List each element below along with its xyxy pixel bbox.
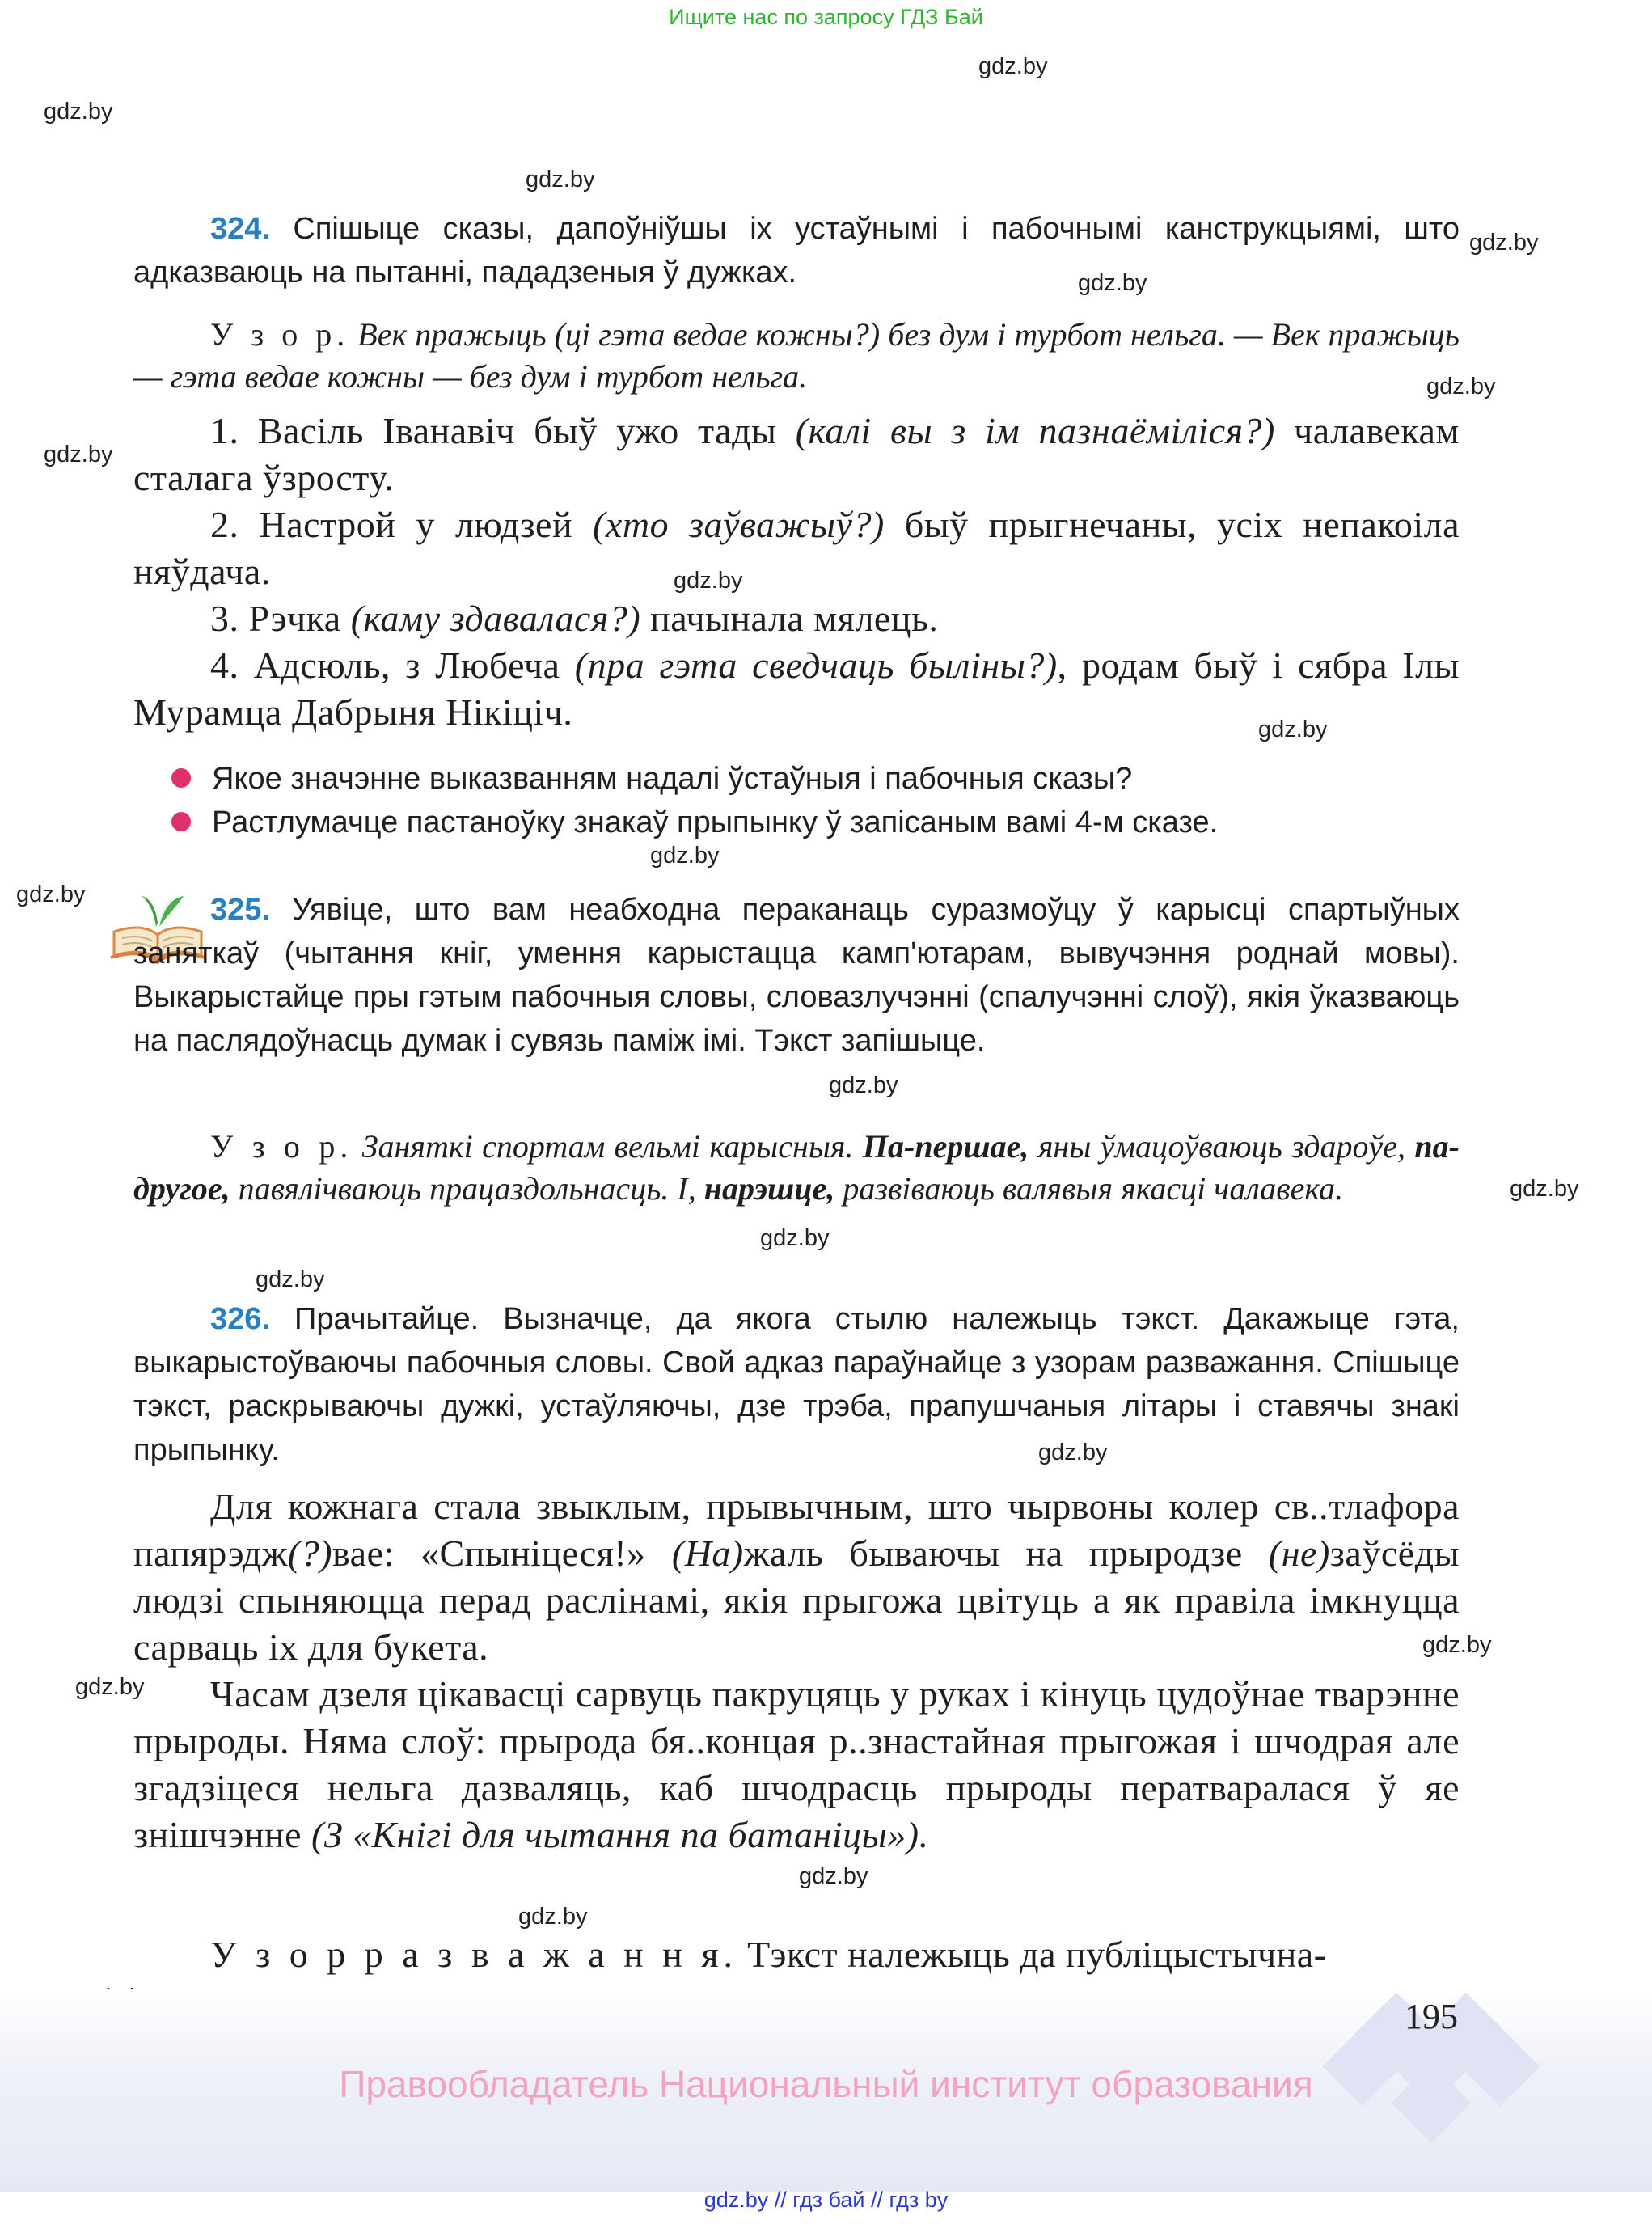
page-number: 195 <box>1405 1997 1458 2036</box>
watermark: gdz.by <box>44 442 113 467</box>
list-item: 3. Рэчка (каму здавалася?) пачынала мялець. <box>210 598 939 639</box>
question-bullet: Растлумачце пастаноўку знакаў прыпынку ў запісаным вамі 4-м сказе. <box>212 801 1457 844</box>
exercise-number: 326. <box>210 1302 270 1336</box>
watermark: gdz.by <box>44 99 113 125</box>
exercise-325-task: 325. Уявіце, што вам неабходна пераканаць суразмоўцу ў карысці спартыўных заняткаў (чытання кніг, умення карыстацца камп'ютарам, вывучэння роднай мовы). Выкарыстайце пры гэтым пабочныя словы, словазлучэнні (спалучэнні слоў), якія ўказваюць на паслядоўнасць думак і сувязь паміж імі. Тэкст запішыце. <box>133 893 1460 1058</box>
watermark: gdz.by <box>674 568 743 594</box>
exercise-325-sample: У з о р. Заняткі спортам вельмі карысныя. Па-першае, яны ўмацоўваюць здароўе, па-другое, павялічваюць працаздольнасць. І, нарэшце, развіваюць валявыя якасці чалавека. <box>133 1128 1460 1207</box>
exercise-324-task: 324. Спішыце сказы, дапоўніўшы іх устаўнымі і пабочнымі канструкцыямі, што адказваюць на пытанні, пададзеныя ў дужках. <box>133 212 1460 290</box>
copyright-notice: Правообладатель Национальный институт образования <box>339 2063 1313 2105</box>
bottom-links[interactable]: gdz.by // гдз бай // гдз by <box>703 2188 949 2212</box>
watermark: gdz.by <box>1038 1440 1108 1465</box>
list-item: 2. Настрой у людзей (хто заўважыў?) быў прыгнечаны, усіх непакоіла няўдача. <box>133 504 1460 592</box>
watermark: gdz.by <box>1258 717 1328 742</box>
top-search-note: Ищите нас по запросу ГДЗ Бай <box>669 5 983 29</box>
watermark: gdz.by <box>760 1225 830 1251</box>
watermark: gdz.by <box>978 53 1048 79</box>
watermark: gdz.by <box>526 167 595 192</box>
watermark: gdz.by <box>518 1904 588 1930</box>
exercise-326-text-paragraph-2: Часам дзеля цікавасці сарвуць пакруцяць у руках і кінуць цудоўнае тварэнне прыроды. Няма слоў: прырода бя..концая р..знастайная прыгожая і шчодрая але згадзіцеся нельга дазваляць, каб шчодрасць прыроды ператваралася ў яе знішчэнне (З «Кнігі для чытання па батаніцы»). <box>133 1673 1460 1855</box>
list-item: 4. Адсюль, з Любеча (пра гэта сведчаць быліны?), родам быў і сябра Ілы Мурамца Дабрыня Нікіціч. <box>133 645 1460 733</box>
watermark: gdz.by <box>1426 374 1496 400</box>
watermark: gdz.by <box>16 882 86 907</box>
exercise-326-text-paragraph-1: Для кожнага стала звыклым, прывычным, што чырвоны колер св..тлафора папярэдж(?)вае: «Спыніцеся!» (На)жаль бываючы на прыродзе (не)заўсёды людзі спыняюцца перад раслінамі, якія прыгожа цвітуць а як правіла імкнуцца сарваць іх для букета. <box>133 1486 1460 1668</box>
watermark: gdz.by <box>1078 270 1147 296</box>
exercise-number: 325. <box>210 893 270 927</box>
watermark: gdz.by <box>650 843 720 869</box>
watermark: gdz.by <box>1422 1632 1492 1658</box>
exercise-324-sample: У з о р. Век пражыць (ці гэта ведае кожны?) без дум і турбот нельга. — Век пражыць — гэта ведае кожны — без дум і турбот нельга. <box>133 316 1460 395</box>
watermark: gdz.by <box>1469 230 1539 256</box>
watermark: gdz.by <box>1510 1176 1579 1202</box>
question-bullet: Якое значэнне выказванням надалі ўстаўныя і пабочныя сказы? <box>212 757 1457 801</box>
watermark: gdz.by <box>75 1674 145 1700</box>
bullet-dot-icon <box>171 768 191 788</box>
watermark: gdz.by <box>256 1266 325 1292</box>
watermark: gdz.by <box>829 1072 898 1098</box>
exercise-324-items <box>133 408 1460 736</box>
reasoning-sample: У з о р р а з в а ж а н н я. Тэкст належыць да публіцыстычна- <box>210 1934 1327 1975</box>
exercise-326-task: 326. Прачытайце. Вызначце, да якога стылю належыць тэкст. Дакажыце гэта, выкарыстоўваючы пабочныя словы. Свой адказ параўнайце з узорам разважання. Спішыце тэкст, раскрываючы дужкі, устаўляючы, дзе трэба, прапушчаныя літары і ставячы знакі прыпынку. <box>133 1302 1460 1467</box>
list-item: 1. Васіль Іванавіч быў ужо тады (калі вы з ім пазнаёміліся?) чалавекам сталага ўзросту. <box>133 410 1460 498</box>
exercise-number: 324. <box>210 212 270 246</box>
watermark: gdz.by <box>799 1863 868 1889</box>
bullet-dot-icon <box>171 812 191 831</box>
